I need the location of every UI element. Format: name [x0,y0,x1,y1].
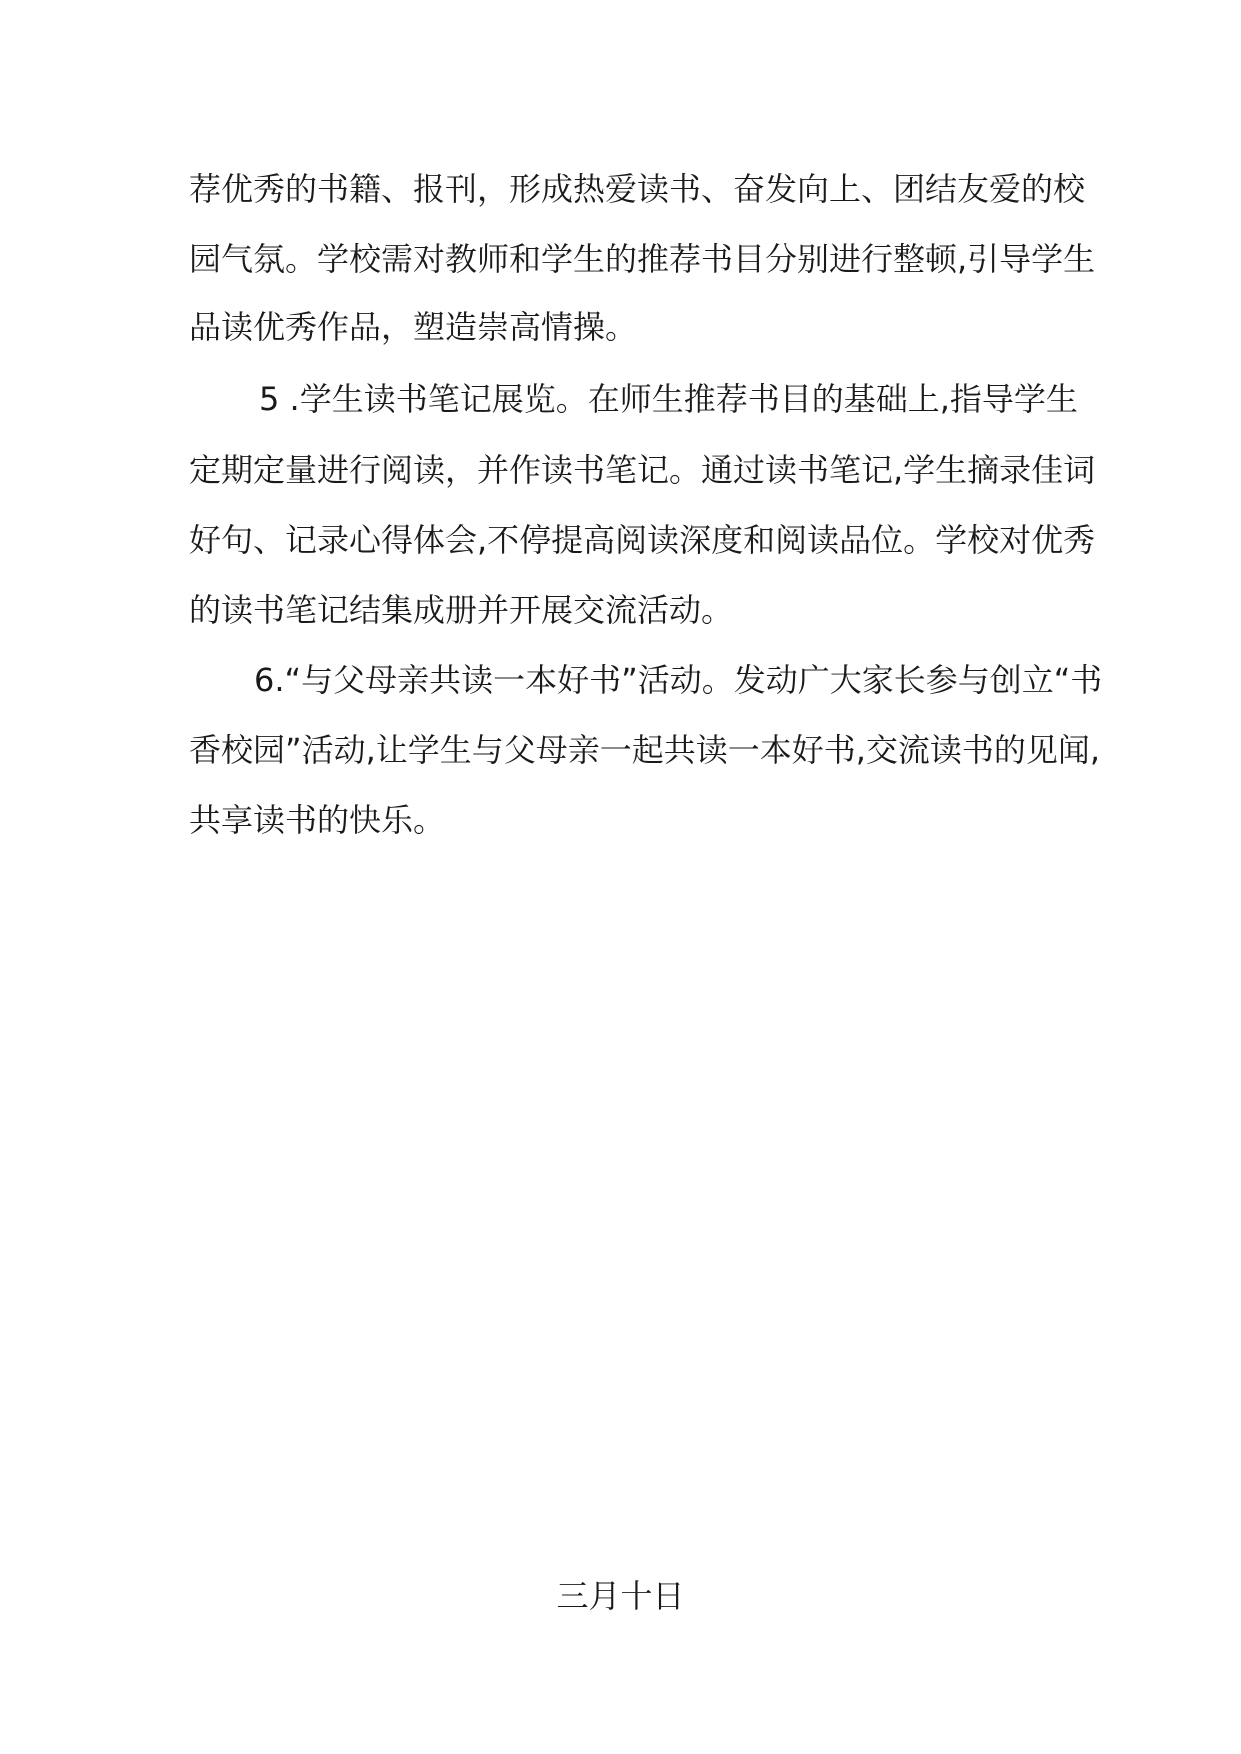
body-text-line: 共享读书的快乐。 [189,801,446,839]
body-text-line: 的读书笔记结集成册并开展交流活动。 [189,591,734,629]
paragraph-5-first-line: 5 .学生读书笔记展览。在师生推荐书目的基础上,指导学生 [259,380,1078,418]
body-text-line: 好句、记录心得体会,不停提高阅读深度和阅读品位。学校对优秀 [189,521,1096,559]
document-date: 三月十日 [556,1577,685,1615]
body-text-line: 园气氛。学校需对教师和学生的推荐书目分别进行整顿,引导学生 [189,240,1096,278]
body-text-line: 品读优秀作品，塑造崇高情操。 [189,308,638,346]
paragraph-6-first-line: 6.“与父母亲共读一本好书”活动。发动广大家长参与创立“书 [254,661,1103,699]
body-text-line: 定期定量进行阅读，并作读书笔记。通过读书笔记,学生摘录佳词 [189,451,1096,489]
body-text-line: 荐优秀的书籍、报刊，形成热爱读书、奋发向上、团结友爱的校 [189,170,1086,208]
body-text-line: 香校园”活动,让学生与父母亲一起共读一本好书,交流读书的见闻, [189,731,1101,769]
